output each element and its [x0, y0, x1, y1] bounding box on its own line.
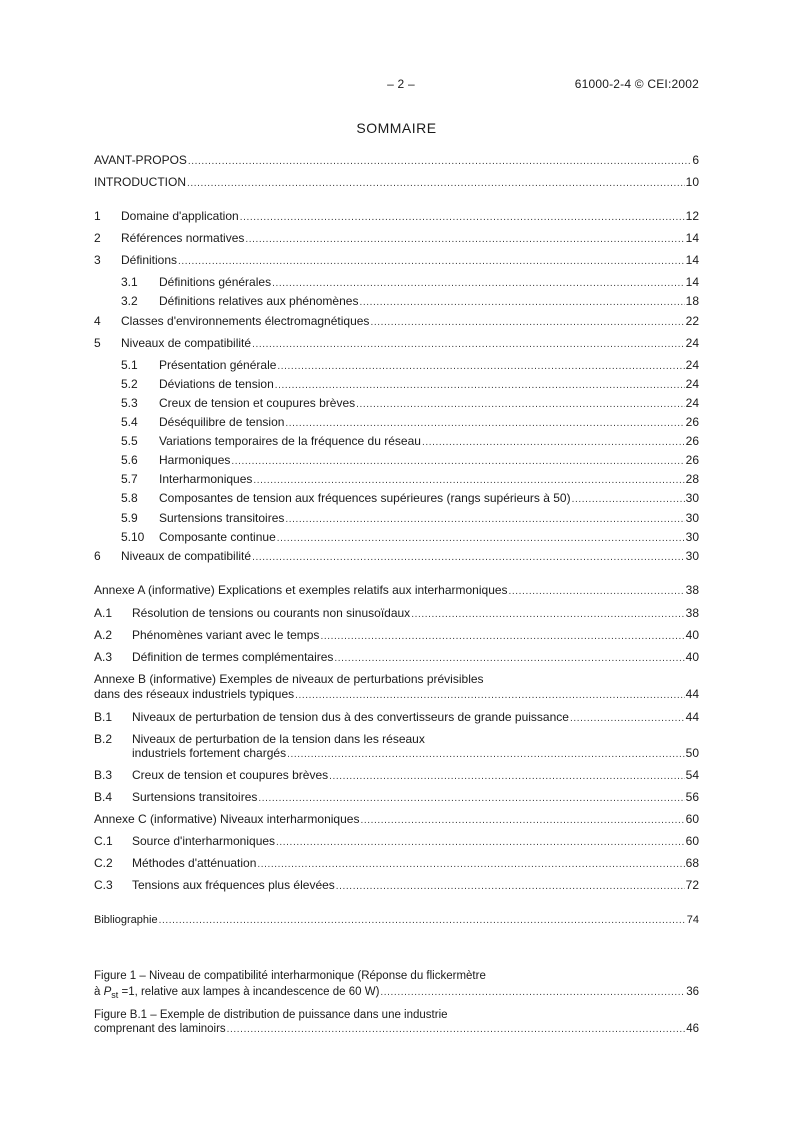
dot-leader: [257, 857, 684, 872]
toc-number: C.3: [94, 878, 113, 892]
toc-label: Définitions: [121, 253, 178, 267]
toc-page: 50: [685, 746, 699, 760]
toc-page: 14: [685, 231, 699, 245]
toc-label: AVANT-PROPOS: [94, 153, 187, 167]
toc-page: 22: [685, 314, 699, 328]
toc-label: Surtensions transitoires: [132, 790, 258, 804]
toc-number: A.2: [94, 628, 113, 642]
toc-page: 24: [685, 358, 699, 372]
toc-page: 40: [685, 628, 699, 642]
toc-label: Annexe C (informative) Niveaux interharmoniques: [94, 812, 360, 826]
toc-number: 6: [94, 549, 101, 563]
toc-label: industriels fortement chargés: [132, 746, 287, 760]
toc-number: 1: [94, 209, 101, 223]
toc-entry-6[interactable]: [94, 549, 699, 564]
toc-entry-4[interactable]: [94, 314, 699, 329]
toc-entry-b-2[interactable]: [132, 746, 699, 761]
document-reference: 61000-2-4 © CEI:2002: [574, 77, 699, 91]
dot-leader: [360, 813, 684, 828]
dot-leader: [258, 791, 684, 806]
dot-leader: [287, 747, 685, 762]
dot-leader: [411, 607, 684, 622]
dot-leader: [252, 337, 685, 352]
toc-number: 5.3: [121, 396, 138, 410]
toc-page: 30: [685, 549, 699, 563]
toc-entry-annex-a[interactable]: [94, 583, 699, 598]
toc-number: 5.4: [121, 415, 138, 429]
toc-annex-b-line1[interactable]: Annexe B (informative) Exemples de niveaux de perturbations prévisibles: [94, 672, 484, 686]
dot-leader: [336, 879, 685, 894]
toc-page: 26: [685, 415, 699, 429]
toc-label: Déséquilibre de tension: [159, 415, 285, 429]
toc-page: 18: [685, 294, 699, 308]
toc-entry-c-3[interactable]: [94, 878, 699, 893]
toc-label: Présentation générale: [159, 358, 277, 372]
toc-page: 36: [686, 986, 699, 998]
toc-entry-c-2[interactable]: [94, 856, 699, 871]
toc-entry-a-3[interactable]: [94, 650, 699, 665]
toc-entry-5-7[interactable]: [94, 472, 699, 487]
toc-label: Déviations de tension: [159, 377, 274, 391]
toc-entry-b-3[interactable]: [94, 768, 699, 783]
dot-leader: [359, 295, 684, 310]
dot-leader: [570, 711, 685, 726]
toc-number: 5.9: [121, 511, 138, 525]
toc-page: 30: [685, 511, 699, 525]
toc-entry-introduction[interactable]: [94, 175, 699, 190]
toc-page: 38: [685, 583, 699, 597]
toc-page: 26: [685, 434, 699, 448]
toc-number: 3: [94, 253, 101, 267]
dot-leader: [295, 688, 685, 703]
toc-entry-bibliographie[interactable]: [94, 913, 699, 928]
toc-label: Tensions aux fréquences plus élevées: [132, 878, 335, 892]
toc-label: Niveaux de perturbation de la tension dans les réseaux: [132, 732, 425, 746]
toc-number: B.3: [94, 768, 113, 782]
toc-page: 10: [685, 175, 699, 189]
toc-page: 46: [686, 1023, 699, 1035]
toc-label: Annexe A (informative) Explications et exemples relatifs aux interharmoniques: [94, 583, 508, 597]
toc-entry-2[interactable]: [94, 231, 699, 246]
toc-number: 3.1: [121, 275, 138, 289]
toc-number: 5.2: [121, 377, 138, 391]
dot-leader: [356, 397, 685, 412]
dot-leader: [277, 531, 685, 546]
toc-label: Composante continue: [159, 530, 276, 544]
dot-leader: [380, 985, 685, 1000]
toc-page: 60: [685, 834, 699, 848]
toc-number: 5.5: [121, 434, 138, 448]
toc-entry-5-6[interactable]: [94, 453, 699, 468]
toc-entry-5[interactable]: [94, 336, 699, 351]
toc-number: B.4: [94, 790, 113, 804]
toc-label: Creux de tension et coupures brèves: [159, 396, 356, 410]
toc-label: à $P_{st} =1$, relative aux lampes à incandescence de 60 W): [94, 986, 380, 1000]
dot-leader: [253, 473, 684, 488]
toc-page: 54: [685, 768, 699, 782]
dot-leader: [159, 913, 686, 928]
toc-page: 14: [685, 253, 699, 267]
toc-entry-5-10[interactable]: [94, 530, 699, 545]
toc-label: Définition de termes complémentaires: [132, 650, 334, 664]
toc-label: Phénomènes variant avec le temps: [132, 628, 320, 642]
toc-entry-a-2[interactable]: [94, 628, 699, 643]
dot-leader: [277, 359, 684, 374]
figure-1-line1[interactable]: Figure 1 – Niveau de compatibilité interharmonique (Réponse du flickermètre: [94, 970, 486, 982]
toc-number: 5.8: [121, 491, 138, 505]
toc-label: Surtensions transitoires: [159, 511, 285, 525]
toc-label: Harmoniques: [159, 453, 231, 467]
toc-number: B.1: [94, 710, 113, 724]
dot-leader: [320, 629, 684, 644]
page-number: – 2 –: [387, 77, 415, 91]
toc-entry-figure-b1[interactable]: [94, 1022, 699, 1037]
dot-leader: [252, 550, 685, 565]
toc-entry-5-5[interactable]: [94, 434, 699, 449]
toc-entry-5-1[interactable]: [94, 358, 699, 373]
toc-label: Résolution de tensions ou courants non sinusoïdaux: [132, 606, 411, 620]
toc-label: Interharmoniques: [159, 472, 253, 486]
toc-page: 6: [692, 153, 699, 167]
toc-page: 44: [685, 710, 699, 724]
toc-page: 56: [685, 790, 699, 804]
dot-leader: [334, 651, 684, 666]
dot-leader: [240, 210, 685, 225]
toc-label: comprenant des laminoirs: [94, 1023, 226, 1035]
toc-entry-5-2[interactable]: [94, 377, 699, 392]
toc-label: Bibliographie: [94, 914, 158, 926]
dot-leader: [370, 315, 684, 330]
toc-entry-5-4[interactable]: [94, 415, 699, 430]
toc-page: 40: [685, 650, 699, 664]
toc-number: 4: [94, 314, 101, 328]
toc-label: Creux de tension et coupures brèves: [132, 768, 329, 782]
toc-entry-b-4[interactable]: [94, 790, 699, 805]
toc-entry-5-9[interactable]: [94, 511, 699, 526]
dot-leader: [285, 512, 684, 527]
dot-leader: [285, 416, 684, 431]
toc-page: 74: [686, 914, 699, 926]
toc-number: 5.10: [121, 530, 145, 544]
dot-leader: [329, 769, 685, 784]
toc-label: Définitions relatives aux phénomènes: [159, 294, 359, 308]
toc-label: Domaine d'application: [121, 209, 239, 223]
toc-page: 12: [685, 209, 699, 223]
toc-number: 2: [94, 231, 101, 245]
toc-number: 5.1: [121, 358, 138, 372]
dot-leader: [227, 1022, 686, 1037]
toc-number: C.1: [94, 834, 113, 848]
toc-page: 44: [685, 687, 699, 701]
toc-label: Classes d'environnements électromagnétiques: [121, 314, 370, 328]
toc-page: 68: [685, 856, 699, 870]
toc-number: 5.6: [121, 453, 138, 467]
toc-page: 60: [685, 812, 699, 826]
toc-label: Variations temporaires de la fréquence du réseau: [159, 434, 421, 448]
toc-number: B.2: [94, 732, 113, 746]
toc-label: INTRODUCTION: [94, 175, 186, 189]
toc-number: 3.2: [121, 294, 138, 308]
toc-page: 72: [685, 878, 699, 892]
toc-entry-5-8[interactable]: [94, 491, 699, 506]
dot-leader: [572, 492, 685, 507]
toc-entry-annex-c[interactable]: [94, 812, 699, 827]
toc-number: 5: [94, 336, 101, 350]
page-title: SOMMAIRE: [356, 120, 437, 136]
dot-leader: [509, 584, 685, 599]
dot-leader: [187, 176, 685, 191]
dot-leader: [276, 835, 685, 850]
toc-entry-b-1[interactable]: [94, 710, 699, 725]
toc-label: Définitions générales: [159, 275, 272, 289]
toc-entry-avant-propos[interactable]: [94, 153, 699, 168]
toc-page: 14: [685, 275, 699, 289]
toc-number: A.3: [94, 650, 113, 664]
dot-leader: [231, 454, 684, 469]
toc-label: Source d'interharmoniques: [132, 834, 276, 848]
toc-page: 28: [685, 472, 699, 486]
toc-entry-5-3[interactable]: [94, 396, 699, 411]
toc-entry-3-2[interactable]: [94, 294, 699, 309]
toc-entry-figure-1[interactable]: [94, 985, 699, 1000]
toc-label: dans des réseaux industriels typiques: [94, 687, 295, 701]
toc-page: 24: [685, 396, 699, 410]
toc-page: 26: [685, 453, 699, 467]
dot-leader: [272, 276, 685, 291]
toc-label: Niveaux de perturbation de tension dus à des convertisseurs de grande puissance: [132, 710, 569, 724]
toc-page: 24: [685, 377, 699, 391]
dot-leader: [245, 232, 684, 247]
toc-number: A.1: [94, 606, 113, 620]
toc-label: Méthodes d'atténuation: [132, 856, 257, 870]
toc-page: 24: [685, 336, 699, 350]
toc-label: Références normatives: [121, 231, 245, 245]
figure-b1-line1[interactable]: Figure B.1 – Exemple de distribution de puissance dans une industrie: [94, 1009, 448, 1021]
toc-entry-c-1[interactable]: [94, 834, 699, 849]
toc-page: 38: [685, 606, 699, 620]
toc-entry-a-1[interactable]: [94, 606, 699, 621]
dot-leader: [422, 435, 685, 450]
toc-entry-annex-b[interactable]: [94, 687, 699, 702]
toc-page: 30: [685, 530, 699, 544]
toc-label: Niveaux de compatibilité: [121, 336, 252, 350]
toc-label: Niveaux de compatibilité: [121, 549, 252, 563]
toc-page: 30: [685, 491, 699, 505]
dot-leader: [188, 154, 691, 169]
toc-label: Composantes de tension aux fréquences supérieures (rangs supérieurs à 50): [159, 491, 571, 505]
toc-entry-3[interactable]: [94, 253, 699, 268]
toc-number: 5.7: [121, 472, 138, 486]
dot-leader: [275, 378, 685, 393]
toc-b-2-line1[interactable]: [94, 732, 425, 747]
toc-entry-1[interactable]: [94, 209, 699, 224]
toc-number: C.2: [94, 856, 113, 870]
dot-leader: [178, 254, 685, 269]
toc-entry-3-1[interactable]: [94, 275, 699, 290]
